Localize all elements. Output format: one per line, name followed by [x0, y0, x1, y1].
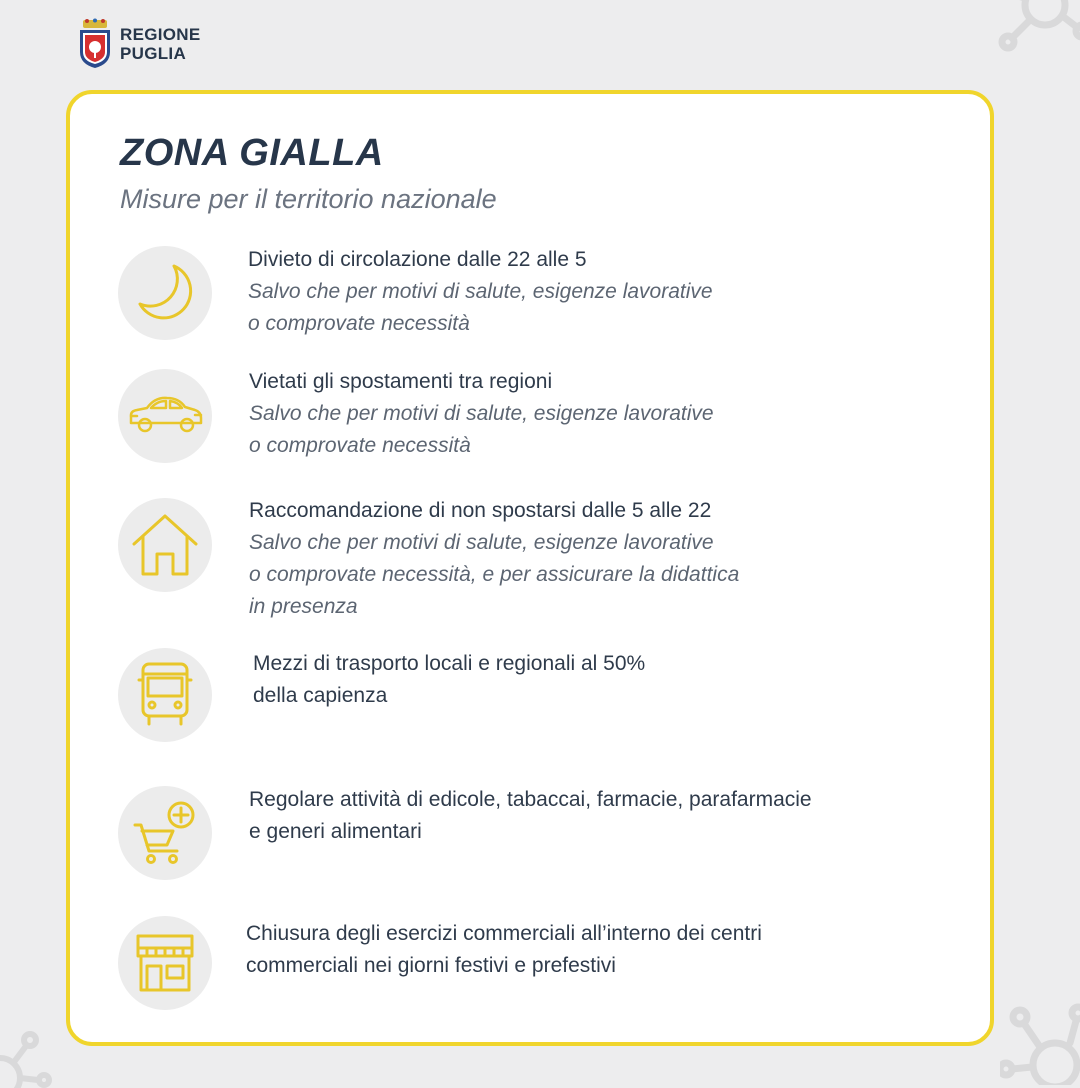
measure-title-line: Chiusura degli esercizi commerciali all’interno dei centri	[246, 922, 762, 945]
measure-title-line: Mezzi di trasporto locali e regionali al 50%	[253, 652, 646, 675]
icon-circle	[118, 786, 212, 880]
measure-title: Vietati gli spostamenti tra regioni	[249, 370, 553, 393]
page-subtitle: Misure per il territorio nazionale	[120, 184, 497, 214]
measure-title-line: e generi alimentari	[249, 820, 422, 843]
regione-puglia-logo	[78, 18, 201, 70]
page-title: ZONA GIALLA	[120, 132, 384, 174]
icon-circle	[118, 369, 212, 463]
virus-decoration-icon	[0, 1018, 60, 1088]
storefront-icon	[132, 930, 198, 996]
icon-circle	[118, 498, 212, 592]
virus-decoration-icon	[1000, 995, 1080, 1085]
measure-note-line: o comprovate necessità, e per assicurare la didattica	[249, 563, 740, 586]
moon-icon	[130, 258, 200, 328]
virus-decoration-icon	[990, 0, 1080, 60]
measure-title-line: commerciali nei giorni festivi e prefestivi	[246, 954, 616, 977]
info-card	[66, 90, 994, 1046]
measure-note-line: o comprovate necessità	[248, 312, 470, 335]
brand-line-1: REGIONE	[120, 25, 201, 44]
icon-circle	[118, 916, 212, 1010]
car-icon	[125, 391, 205, 441]
icon-circle	[118, 648, 212, 742]
brand-line-2: PUGLIA	[120, 44, 187, 63]
measure-title-line: Regolare attività di edicole, tabaccai, farmacie, parafarmacie	[249, 788, 812, 811]
measure-note-line: Salvo che per motivi di salute, esigenze lavorative	[249, 402, 714, 425]
measure-note-line: in presenza	[249, 595, 358, 618]
measure-note-line: o comprovate necessità	[249, 434, 471, 457]
coat-of-arms-icon	[78, 18, 112, 70]
measure-note-line: Salvo che per motivi di salute, esigenze lavorative	[249, 531, 714, 554]
measure-title: Divieto di circolazione dalle 22 alle 5	[248, 248, 587, 271]
measure-title: Raccomandazione di non spostarsi dalle 5 alle 22	[249, 499, 712, 522]
measure-note-line: Salvo che per motivi di salute, esigenze lavorative	[248, 280, 713, 303]
measure-title-line: della capienza	[253, 684, 388, 707]
shopping-cart-plus-icon	[129, 797, 201, 869]
bus-icon	[135, 660, 195, 730]
icon-circle	[118, 246, 212, 340]
house-icon	[130, 510, 200, 580]
